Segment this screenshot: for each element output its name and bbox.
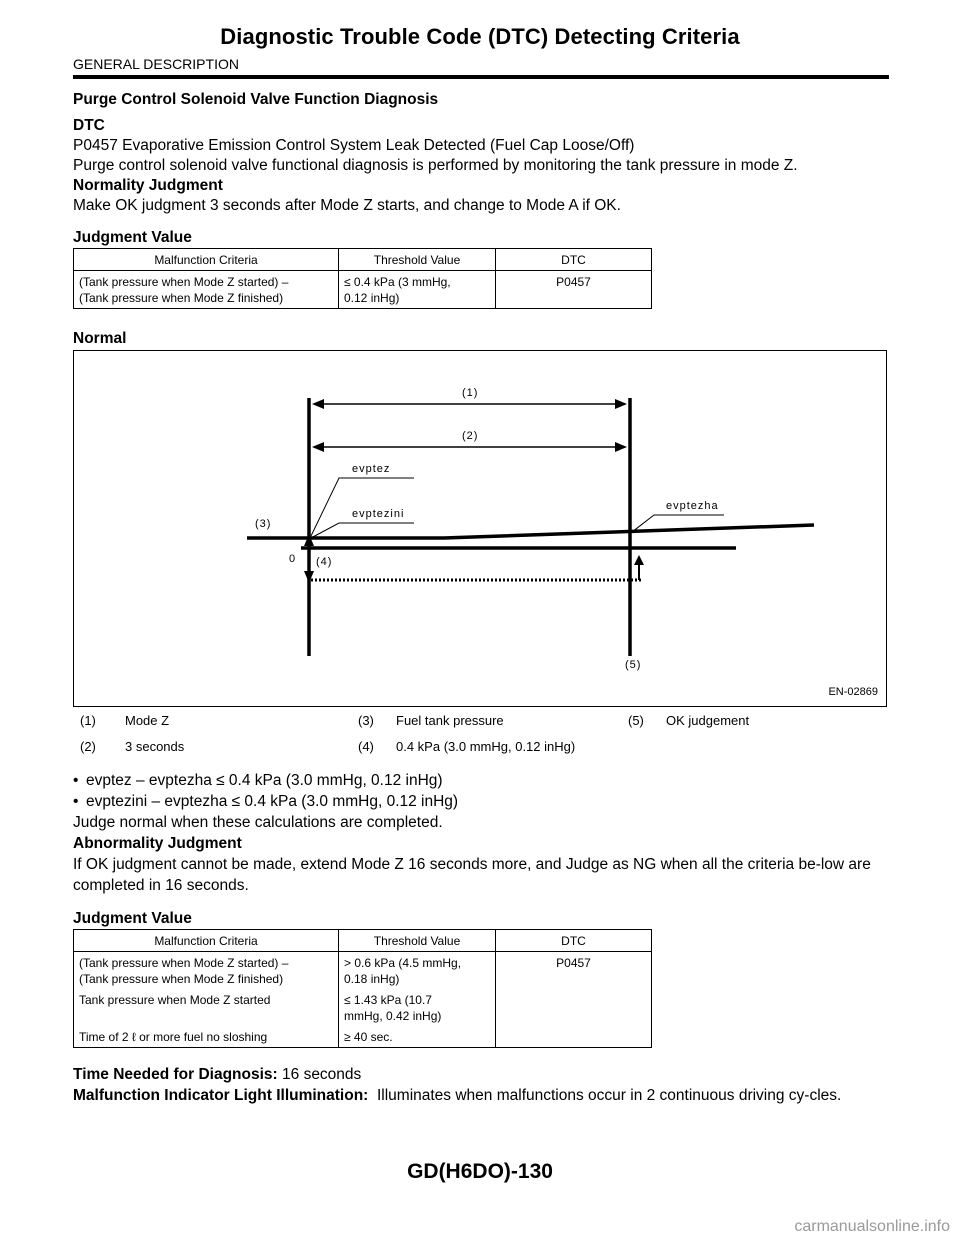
cell-line: (Tank pressure when Mode Z started) –	[79, 956, 289, 970]
legend-item	[358, 739, 576, 754]
cell-line: (Tank pressure when Mode Z started) –	[79, 275, 289, 289]
legend-item	[80, 739, 185, 754]
threshold-cell	[339, 952, 496, 990]
legend-text: Fuel tank pressure	[396, 713, 504, 728]
legend-text: 3 seconds	[125, 739, 185, 754]
cell-line: (Tank pressure when Mode Z finished)	[79, 291, 284, 305]
arrowhead-up	[634, 555, 644, 565]
figure-id: EN-02869	[828, 686, 878, 698]
page-number: GD(H6DO)-130	[407, 1160, 553, 1183]
dtc-text: P0457 Evaporative Emission Control System Leak Detected (Fuel Cap Loose/Off)	[73, 137, 635, 154]
normality-heading: Normality Judgment	[73, 177, 223, 194]
criteria-cell	[74, 952, 339, 990]
cell-line: 0.12 inHg)	[344, 291, 400, 305]
cell-line: ≥ 40 sec.	[344, 1030, 393, 1044]
legend-number: (2)	[80, 739, 96, 754]
cell-line: 0.18 inHg)	[344, 972, 400, 986]
legend-text: Mode Z	[125, 713, 170, 728]
table-header: DTC	[496, 249, 652, 271]
evptezini-label: evptezini	[352, 508, 405, 520]
table-header: Malfunction Criteria	[74, 930, 339, 952]
intro-section	[73, 90, 889, 349]
criteria-cell	[74, 271, 339, 309]
legend-text: 0.4 kPa (3.0 mmHg, 0.12 inHg)	[396, 739, 576, 754]
evptez-leader	[311, 478, 414, 536]
cell-line: Time of 2 ℓ or more fuel no sloshing	[79, 1030, 268, 1044]
watermark: carmanualsonline.info	[794, 1218, 950, 1235]
list-item: • evptez – evptezha ≤ 0.4 kPa (3.0 mmHg, 0.12 inHg)	[73, 770, 889, 791]
evptez-label: evptez	[352, 463, 391, 475]
label-4: (4)	[316, 556, 333, 568]
judgment-table-2	[73, 929, 652, 1048]
list-item: • evptezini – evptezha ≤ 0.4 kPa (3.0 mmHg, 0.12 inHg)	[73, 791, 889, 812]
arrowhead-right	[615, 442, 627, 452]
criteria-cell	[74, 989, 339, 1026]
judgment-table-1	[73, 248, 652, 309]
mil-value: Illuminates when malfunctions occur in 2 continuous driving cy-cles.	[376, 1087, 842, 1104]
legend-item	[358, 713, 504, 728]
dtc-cell: P0457	[496, 271, 652, 309]
arrowhead-right	[615, 399, 627, 409]
normal-heading: Normal	[73, 330, 127, 347]
mil-illumination	[73, 1085, 889, 1106]
threshold-cell	[339, 271, 496, 309]
judgment-value-heading-1: Judgment Value	[73, 229, 192, 246]
label-2: (2)	[462, 430, 479, 442]
timing-diagram	[73, 350, 887, 707]
table-row	[74, 952, 652, 990]
judgment-value-heading-2: Judgment Value	[73, 910, 192, 927]
section-label: GENERAL DESCRIPTION	[73, 56, 239, 72]
arrowhead-left	[312, 442, 324, 452]
dtc-label: DTC	[73, 117, 105, 134]
legend-number: (4)	[358, 739, 374, 754]
time-value: 16 seconds	[282, 1066, 362, 1083]
abnormality-heading: Abnormality Judgment	[73, 835, 242, 852]
normal-conclusion: Judge normal when these calculations are completed.	[73, 814, 443, 831]
legend-text: OK judgement	[666, 713, 750, 728]
time-needed	[73, 1064, 889, 1085]
label-5: (5)	[625, 659, 642, 671]
table-header: Malfunction Criteria	[74, 249, 339, 271]
cell-line: ≤ 1.43 kPa (10.7	[344, 993, 432, 1007]
cell-line: Tank pressure when Mode Z started	[79, 993, 271, 1007]
cell-line: mmHg, 0.42 inHg)	[344, 1009, 442, 1023]
zero-label: 0	[289, 553, 296, 565]
criteria-cell	[74, 1026, 339, 1048]
evptezini-leader	[311, 523, 414, 538]
mil-label: Malfunction Indicator Light Illumination:	[73, 1087, 369, 1104]
cell-line: (Tank pressure when Mode Z finished)	[79, 972, 284, 986]
legend-number: (1)	[80, 713, 96, 728]
time-label: Time Needed for Diagnosis:	[73, 1066, 278, 1083]
label-1: (1)	[462, 387, 479, 399]
arrowhead-left	[312, 399, 324, 409]
threshold-cell	[339, 989, 496, 1026]
arrowhead-up	[304, 534, 314, 546]
table-header: Threshold Value	[339, 930, 496, 952]
cell-line: > 0.6 kPa (4.5 mmHg,	[344, 956, 462, 970]
dtc-cell: P0457	[496, 952, 652, 1048]
table-header: Threshold Value	[339, 249, 496, 271]
header-rule	[73, 75, 889, 79]
label-3: (3)	[255, 518, 272, 530]
threshold-cell	[339, 1026, 496, 1048]
legend-item	[628, 713, 750, 728]
cell-line: ≤ 0.4 kPa (3 mmHg,	[344, 275, 451, 289]
legend-item	[80, 713, 170, 728]
description: Purge control solenoid valve functional diagnosis is performed by monitoring the tank pressure in mode Z.	[73, 157, 798, 174]
table-row	[74, 271, 652, 309]
legend-number: (5)	[628, 713, 644, 728]
normal-criteria-section	[73, 770, 889, 1106]
section-heading: Purge Control Solenoid Valve Function Diagnosis	[73, 91, 439, 108]
diagram-svg	[74, 351, 886, 706]
normality-text: Make OK judgment 3 seconds after Mode Z starts, and change to Mode A if OK.	[73, 197, 621, 214]
legend-number: (3)	[358, 713, 374, 728]
abnormality-text: If OK judgment cannot be made, extend Mode Z 16 seconds more, and Judge as NG when all the criteria be-low are completed in 16 seconds.	[73, 856, 871, 894]
page-title: Diagnostic Trouble Code (DTC) Detecting Criteria	[220, 24, 740, 49]
table-header: DTC	[496, 930, 652, 952]
evptezha-label: evptezha	[666, 500, 719, 512]
